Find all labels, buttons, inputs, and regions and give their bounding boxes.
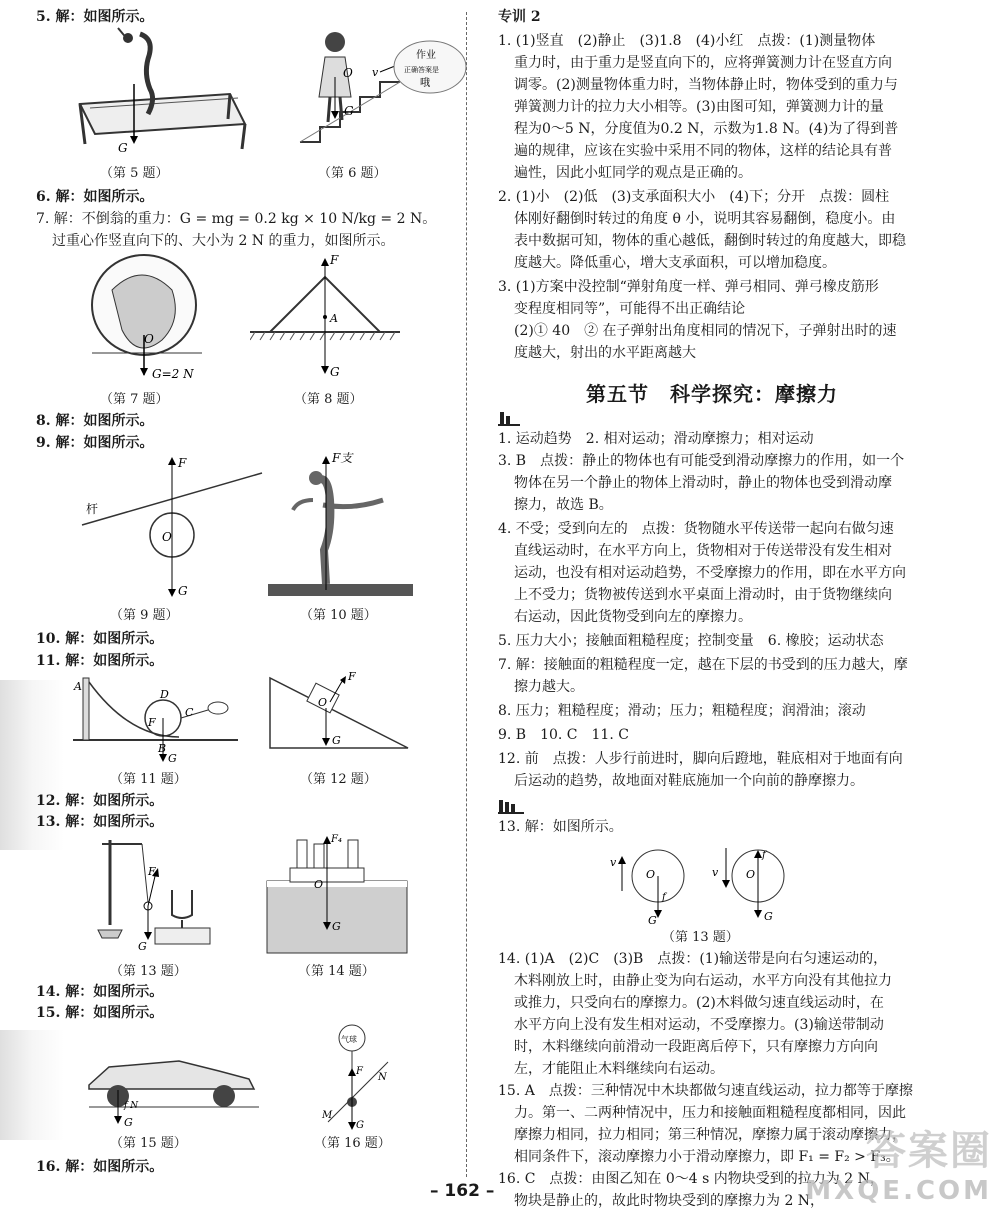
label-G: G <box>332 920 341 933</box>
label-G: G <box>178 584 188 598</box>
figure-q11 <box>68 670 248 765</box>
caption-q12: （第 12 题） <box>300 772 377 787</box>
answer-q6: 6. 解：如图所示。 <box>36 189 154 205</box>
s-answer-14: 14. (1)A (2)C (3)B 点拨：(1)输送带是向右匀速运动的， <box>498 951 888 967</box>
z-answer-1-cont: 遍性，因此小虹同学的观点是正确的。 <box>514 165 752 181</box>
label-O: O <box>162 530 172 544</box>
page-number: – 162 – <box>430 1181 495 1201</box>
s-answer-15-cont: 力。第一、二两种情况中，压力和接触面粗糙程度都相同，因此 <box>514 1105 906 1121</box>
label-A: A <box>74 680 82 693</box>
watermark-logo <box>805 1119 992 1206</box>
caption-q11: （第 11 题） <box>110 772 187 787</box>
label-F: F <box>356 1066 363 1077</box>
answer-q15: 15. 解：如图所示。 <box>36 1005 164 1021</box>
s-answer-3-cont: 物体在另一个静止的物体上滑动时，静止的物体也受到滑动摩 <box>514 475 892 491</box>
caption-q14: （第 14 题） <box>298 964 375 979</box>
s-answer-7: 7. 解：接触面的粗糙程度一定，越在下层的书受到的压力越大，摩 <box>498 657 908 673</box>
s-answer-4-cont: 直线运动时，在水平方向上，货物相对于传送带没有发生相对 <box>514 543 892 559</box>
figure-q10 <box>268 450 418 600</box>
z-answer-1-cont: 弹簧测力计的拉力大小相等。(3)由图可知，弹簧测力计的量 <box>514 99 884 115</box>
label-G: G <box>648 914 657 926</box>
answer-q7: 7. 解：不倒翁的重力：G = mg = 0.2 kg × 10 N/kg = 2 N。 <box>36 211 437 227</box>
figure-q12 <box>268 668 418 758</box>
s-answer-14-cont: 或推力，只受向右的摩擦力。(2)木料做匀速直线运动时，在 <box>514 995 884 1011</box>
label-G2N: G=2 N <box>152 367 194 381</box>
label-F4: F₄ <box>331 834 342 845</box>
sign-text: 作业 <box>416 50 436 61</box>
label-gan: 杆 <box>86 502 99 516</box>
z-answer-3: 3. (1)方案中没控制“弹射角度一样、弹弓相同、弹弓橡皮筋形 <box>498 279 879 295</box>
s-answer-3: 3. B 点拨：静止的物体也有可能受到滑动摩擦力的作用，如一个 <box>498 453 905 469</box>
figure-r13 <box>608 836 808 926</box>
label-v: v <box>372 66 379 79</box>
figure-q7 <box>82 250 212 385</box>
label-G: G <box>330 365 340 379</box>
s-answer-15-cont: 相同条件下，滚动摩擦力小于滑动摩擦力，即 F₁ = F₂ > F₃。 <box>514 1149 900 1165</box>
z-answer-1: 1. (1)竖直 (2)静止 (3)1.8 (4)小红 点拨：(1)测量物体 <box>498 33 876 49</box>
label-B: B <box>158 742 167 755</box>
sign-text: 正确答案是 <box>404 66 439 74</box>
left-column <box>0 0 470 1220</box>
label-F: F <box>148 716 156 729</box>
s-answer-14-cont: 水平方向上没有发生相对运动，不受摩擦力。(3)输送带制动 <box>514 1017 884 1033</box>
s-answer-4: 4. 不受；受到向左的 点拨：货物随水平传送带一起向右做匀速 <box>498 521 894 537</box>
label-A: A <box>330 312 338 325</box>
figure-q8 <box>250 252 420 382</box>
caption-q10: （第 10 题） <box>300 608 377 623</box>
watermark-line1: 答案圈 <box>866 1128 992 1174</box>
caption-q9: （第 9 题） <box>110 608 179 623</box>
label-O: O <box>318 696 328 709</box>
z-answer-3-cont: 变程度相同等”，可能得不出正确结论 <box>514 301 746 317</box>
s-answer-14-cont: 时，木料继续向前滑动一段距离后停下，只有摩擦力方向向 <box>514 1039 878 1055</box>
answer-q11: 11. 解：如图所示。 <box>36 653 164 669</box>
answer-q5: 5. 解：如图所示。 <box>36 9 154 25</box>
label-v: v <box>610 856 617 869</box>
sign-text: 哦 <box>420 78 430 89</box>
figure-q5 <box>60 24 260 159</box>
s-answer-4-cont: 上不受力；货物被传送到水平桌面上滑动时，由于货物继续向 <box>514 587 892 603</box>
label-C: C <box>185 706 194 719</box>
z-answer-2-cont: 表中数据可知，物体的重心越低，翻倒时转过的角度越大，即稳 <box>514 233 906 249</box>
answer-q8: 8. 解：如图所示。 <box>36 413 154 429</box>
s-answer-14-cont: 木料刚放上时，由静止变为向右运动，水平方向没有其他拉力 <box>514 973 892 989</box>
watermark-line2: MXQE.COM <box>805 1176 992 1206</box>
z-answer-2-cont: 体刚好翻倒时转过的角度 θ 小，说明其容易翻倒，稳度小。由 <box>514 211 896 227</box>
answer-q9: 9. 解：如图所示。 <box>36 435 154 451</box>
zhuanxun-heading: 专训 2 <box>498 9 541 25</box>
answer-q10: 10. 解：如图所示。 <box>36 631 164 647</box>
caption-q7: （第 7 题） <box>100 392 169 407</box>
label-F: F <box>178 456 187 470</box>
s-answer-7-cont: 擦力越大。 <box>514 679 584 695</box>
s-answer-5: 5. 压力大小；接触面粗糙程度；控制变量 6. 橡胶；运动状态 <box>498 633 884 649</box>
scan-smudge <box>0 1030 64 1140</box>
balloon-label: 气球 <box>341 1035 357 1044</box>
label-O: O <box>646 868 656 881</box>
book-icon <box>498 410 520 430</box>
z-answer-3-cont: (2)① 40 ② 在子弹射出角度相同的情况下，子弹射出时的速 <box>514 323 897 339</box>
label-D: D <box>160 688 169 701</box>
figure-q9 <box>72 455 272 605</box>
s-answer-8: 8. 压力；粗糙程度；滑动；压力；粗糙程度；润滑油；滚动 <box>498 703 866 719</box>
s-answer-4-cont: 运动，也没有相对运动趋势，不受摩擦力的作用，即在水平方向 <box>514 565 906 581</box>
books-icon <box>498 798 524 818</box>
label-O: O <box>144 332 154 346</box>
z-answer-2-cont: 度越大。降低重心，增大支承面积，可以增加稳度。 <box>514 255 836 271</box>
label-O: O <box>746 868 756 881</box>
section-title: 第五节 科学探究：摩擦力 <box>586 382 838 406</box>
answer-q13: 13. 解：如图所示。 <box>36 814 164 830</box>
s-answer-1: 1. 运动趋势 2. 相对运动；滑动摩擦力；相对运动 <box>498 431 814 447</box>
caption-q6: （第 6 题） <box>318 166 387 181</box>
label-G: G <box>344 104 354 118</box>
label-G: G <box>124 1116 133 1129</box>
column-divider <box>466 12 467 1177</box>
label-F: F <box>348 670 356 683</box>
s-answer-16: 16. C 点拨：由图乙知在 0～4 s 内物块受到的拉力为 2 N， <box>498 1171 884 1187</box>
label-G: G <box>118 141 128 155</box>
figure-q13 <box>90 830 220 955</box>
caption-q16: （第 16 题） <box>314 1136 391 1151</box>
s-answer-12-cont: 后运动的趋势，故地面对鞋底施加一个向前的静摩擦力。 <box>514 773 864 789</box>
label-G: G <box>138 940 147 953</box>
z-answer-1-cont: 调零。(2)测量物体重力时，当物体静止时，物体受到的重力与 <box>514 77 898 93</box>
label-G: G <box>332 734 341 747</box>
caption-q5: （第 5 题） <box>100 166 169 181</box>
right-column <box>478 0 998 1220</box>
figure-q16 <box>318 1022 408 1132</box>
s-answer-12: 12. 前 点拨：人步行前进时，脚向后蹬地，鞋底相对于地面有向 <box>498 751 903 767</box>
label-F: F <box>330 253 339 267</box>
label-Fzhi: F支 <box>332 451 353 465</box>
s-answer-16-cont: 物块是静止的，故此时物块受到的摩擦力为 2 N， <box>514 1193 825 1209</box>
figure-q14 <box>262 826 412 956</box>
s-answer-14-cont: 左，才能阻止木料继续向右运动。 <box>514 1061 724 1077</box>
label-G: G <box>168 752 177 765</box>
answer-q16: 16. 解：如图所示。 <box>36 1159 164 1175</box>
label-f: f <box>662 892 666 903</box>
s-answer-4-cont: 右运动，因此货物受到向左的摩擦力。 <box>514 609 752 625</box>
z-answer-1-cont: 遍的规律，应该在实验中采用不同的物体，这样的结论具有普 <box>514 143 892 159</box>
z-answer-2: 2. (1)小 (2)低 (3)支承面积大小 (4)下；分开 点拨：圆柱 <box>498 189 890 205</box>
answer-q14: 14. 解：如图所示。 <box>36 984 164 1000</box>
caption-r13: （第 13 题） <box>662 930 739 945</box>
z-answer-1-cont: 程为0～5 N，分度值为0.2 N，示数为1.8 N。(4)为了得到普 <box>514 121 899 137</box>
label-fN: f N <box>124 1101 139 1111</box>
figure-q6 <box>280 22 470 157</box>
label-f: f <box>762 850 766 861</box>
z-answer-3-cont: 度越大，射出的水平距离越大 <box>514 345 696 361</box>
caption-q8: （第 8 题） <box>294 392 363 407</box>
label-N: N <box>378 1072 387 1083</box>
answer-q7-cont: 过重心作竖直向下的、大小为 2 N 的重力，如图所示。 <box>52 233 395 249</box>
label-F: F <box>148 865 156 878</box>
caption-q13: （第 13 题） <box>110 964 187 979</box>
s-answer-15-cont: 摩擦力相同，拉力相同；第三种情况，摩擦力属于滚动摩擦力， <box>514 1127 906 1143</box>
answer-q12: 12. 解：如图所示。 <box>36 793 164 809</box>
s-answer-15: 15. A 点拨：三种情况中木块都做匀速直线运动，拉力都等于摩擦 <box>498 1083 913 1099</box>
s-answer-3-cont: 擦力，故选 B。 <box>514 497 613 513</box>
label-O: O <box>343 66 353 80</box>
label-G: G <box>764 910 773 923</box>
label-G: G <box>356 1120 364 1131</box>
label-v: v <box>712 866 719 879</box>
figure-q15 <box>84 1040 264 1130</box>
z-answer-1-cont: 重力时，由于重力是竖直向下的，应将弹簧测力计在竖直方向 <box>514 55 892 71</box>
s-answer-9: 9. B 10. C 11. C <box>498 727 629 743</box>
label-O: O <box>314 878 324 891</box>
caption-q15: （第 15 题） <box>110 1136 187 1151</box>
label-M: M <box>322 1110 333 1121</box>
s-answer-13: 13. 解：如图所示。 <box>498 819 623 835</box>
